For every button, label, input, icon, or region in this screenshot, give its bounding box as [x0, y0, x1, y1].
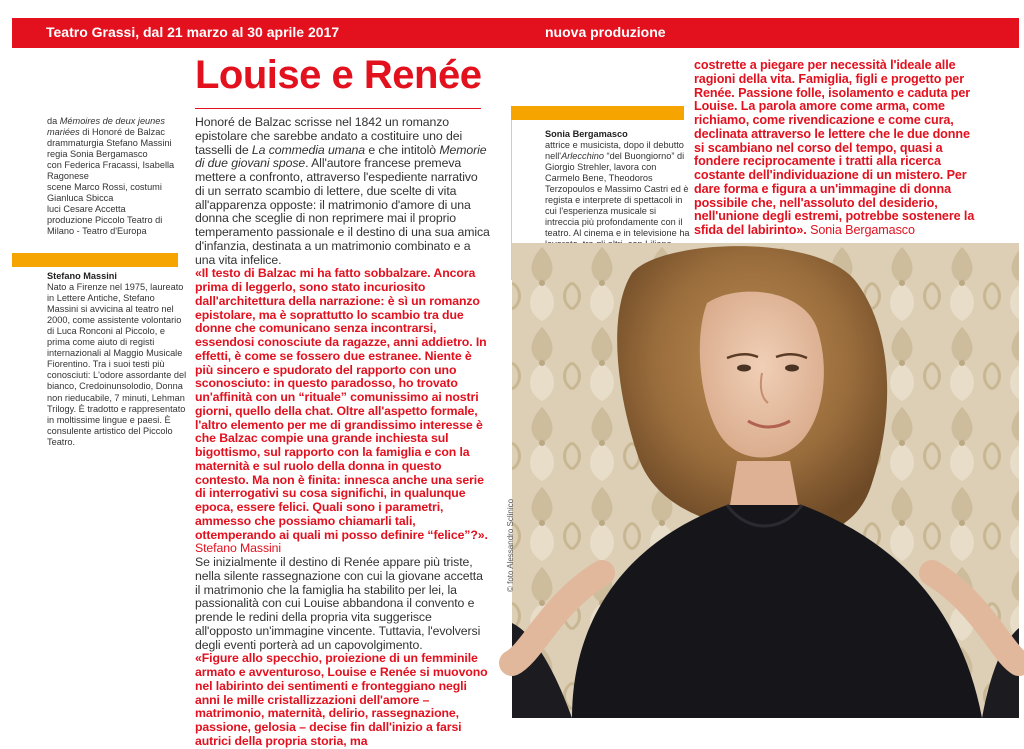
credit-lighting: luci Cesare Accetta — [47, 204, 126, 214]
title-divider — [195, 108, 481, 109]
production-credits — [47, 116, 185, 237]
quote-bergamasco-continued — [694, 59, 980, 238]
section-marker — [12, 253, 178, 267]
intro-text: Honoré de Balzac scrisse nel 1842 un romanzo epistolare che sarebbe andato a costituire uno dei tasselli de La commedia umana e che intitolò Memorie di due giovani spose. All'autore francese premeva mettere a confronto, attraverso l'espediente narrativo di un serrato scambio di lettere, due scelte di vita all'apparenza opposte: il matrimonio d'amore di una donna che sceglie di non reprimere mai il proprio temperamento passionale e il destino di una sua amica d'infanzia, destinata a un matrimonio combinato e a una vita infelice. — [195, 115, 490, 267]
header-tag: nuova produzione — [545, 24, 666, 40]
bio-bergamasco-name: Sonia Bergamasco — [545, 129, 628, 139]
quote-bergamasco-signature: Sonia Bergamasco — [806, 223, 915, 237]
portrait-illustration — [512, 243, 1019, 718]
main-article — [195, 116, 490, 749]
credit-source: da Mémoires de deux jeunes mariées di Honoré de Balzac — [47, 116, 165, 137]
bio-massini-text: Nato a Firenze nel 1975, laureato in Lettere Antiche, Stefano Massini si avvicina al teatro nel 2000, come assistente volontario di Luca Ronconi al Piccolo, e prima come aiuto di registi internazionali al Maggio Musicale Fiorentino. Tra i suoi testi più conosciuti: L'odore assordante del bianco, Credoinunsolodio, Donna non rieducabile, 7 minuti, Lehman Trilogy. È tradotto e rappresentato in moltissime lingue e paesi. È consulente artistico del Piccolo Teatro. — [47, 282, 187, 447]
credit-production: produzione Piccolo Teatro di Milano - Teatro d'Europa — [47, 215, 163, 236]
header-bar — [12, 18, 1019, 48]
bio-massini — [47, 271, 187, 448]
credit-dramaturgy: drammaturgia Stefano Massini — [47, 138, 172, 148]
section-marker — [511, 106, 684, 120]
quote-bergamasco-text: costrette a piegare per necessità l'ideale alle ragioni della vita. Famiglia, figli e progetto per Renée. Passione folle, isolamento e caduta per Louise. La parola amore come arma, come richiamo, come rivendicazione e come cura, declinata attraverso le lettere che le due donne si scambiano nel corso del tempo, quasi a fondere reciprocamente i tratti alla ricerca costante dell'individuazione di un mistero. Per dare forma e figura a un'immagine di donna possibile che, nell'assoluto del desiderio, nell'unione degli estremi, potrebbe sostenere la sfida del labirinto». — [694, 58, 975, 237]
photo-credit: © foto Alessandro Sclinico — [506, 498, 515, 592]
quote-bergamasco-start: «Figure allo specchio, proiezione di un femminile armato e avventuroso, Louise e Renée si muovono nel labirinto dei sentimenti e fronteggiano negli anni le mille cristallizzazioni dell'amore – matrimonio, maternità, delirio, rassegnazione, passione, gelosia – decise fin dall'inizio a farsi autrici della propria storia, ma — [195, 651, 488, 748]
credit-cast: con Federica Fracassi, Isabella Ragonese — [47, 160, 175, 181]
credit-design: scene Marco Rossi, costumi Gianluca Sbicca — [47, 182, 162, 203]
credit-director: regia Sonia Bergamasco — [47, 149, 148, 159]
page-title: Louise e Renée — [195, 53, 482, 97]
quote-massini-signature: Stefano Massini — [195, 541, 281, 556]
header-venue-dates: Teatro Grassi, dal 21 marzo al 30 aprile 2017 — [46, 24, 340, 40]
portrait-photo — [512, 243, 1019, 718]
bio-massini-name: Stefano Massini — [47, 271, 117, 281]
quote-massini: «Il testo di Balzac mi ha fatto sobbalzare. Ancora prima di leggerlo, sono stato incuriosito dall'architettura della narrazione: è sì un romanzo epistolare, ma è soprattutto lo scambio tra due donne che comunicano senza incontrarsi, essendosi conosciute da ragazze, anni addietro. In effetti, è come se fossero due estranee. Niente è più sincero e spudorato del rapporto con uno sconosciuto: in questo paradosso, ho trovato un'affinità con un “rituale” comunissimo ai nostri giorni, quello della chat. Oltre all'aspetto formale, l'altro elemento per me di grandissimo interesse è che Balzac compie una grande inchiesta sul bigottismo, sul rapporto con la famiglia e con la maternità e sul ruolo della donna in questo contesto. Ma non è finita: innesca anche una serie di interrogativi su cosa significhi, in qualunque epoca, essere felici. Quali sono i parametri, ammesso che possiamo chiamarli tali, ottemperando ai quali mi posso definire “felice”?». — [195, 266, 488, 542]
middle-text: Se inizialmente il destino di Renée appare più triste, nella silente rassegnazione con cui la giovane accetta il matrimonio che la famiglia ha stabilito per lei, la passionalità con cui Louise abbandona il convento e prende le redini della propria vita suggerisce all'opposto un'immagine vincente. Tuttavia, l'evolversi degli eventi porterà ad un capovolgimento. — [195, 555, 483, 652]
bio-bergamasco-text: attrice e musicista, dopo il debutto nell'Arlecchino “del Buongiorno” di Giorgio Strehler, lavora con Carmelo Bene, Theodoros Terzopoulos e Massimo Castri ed è regista e interprete di spettacoli in cui l'esperienza musicale si intreccia più profondamente con il teatro. Al cinema e in televisione ha — [545, 140, 690, 239]
